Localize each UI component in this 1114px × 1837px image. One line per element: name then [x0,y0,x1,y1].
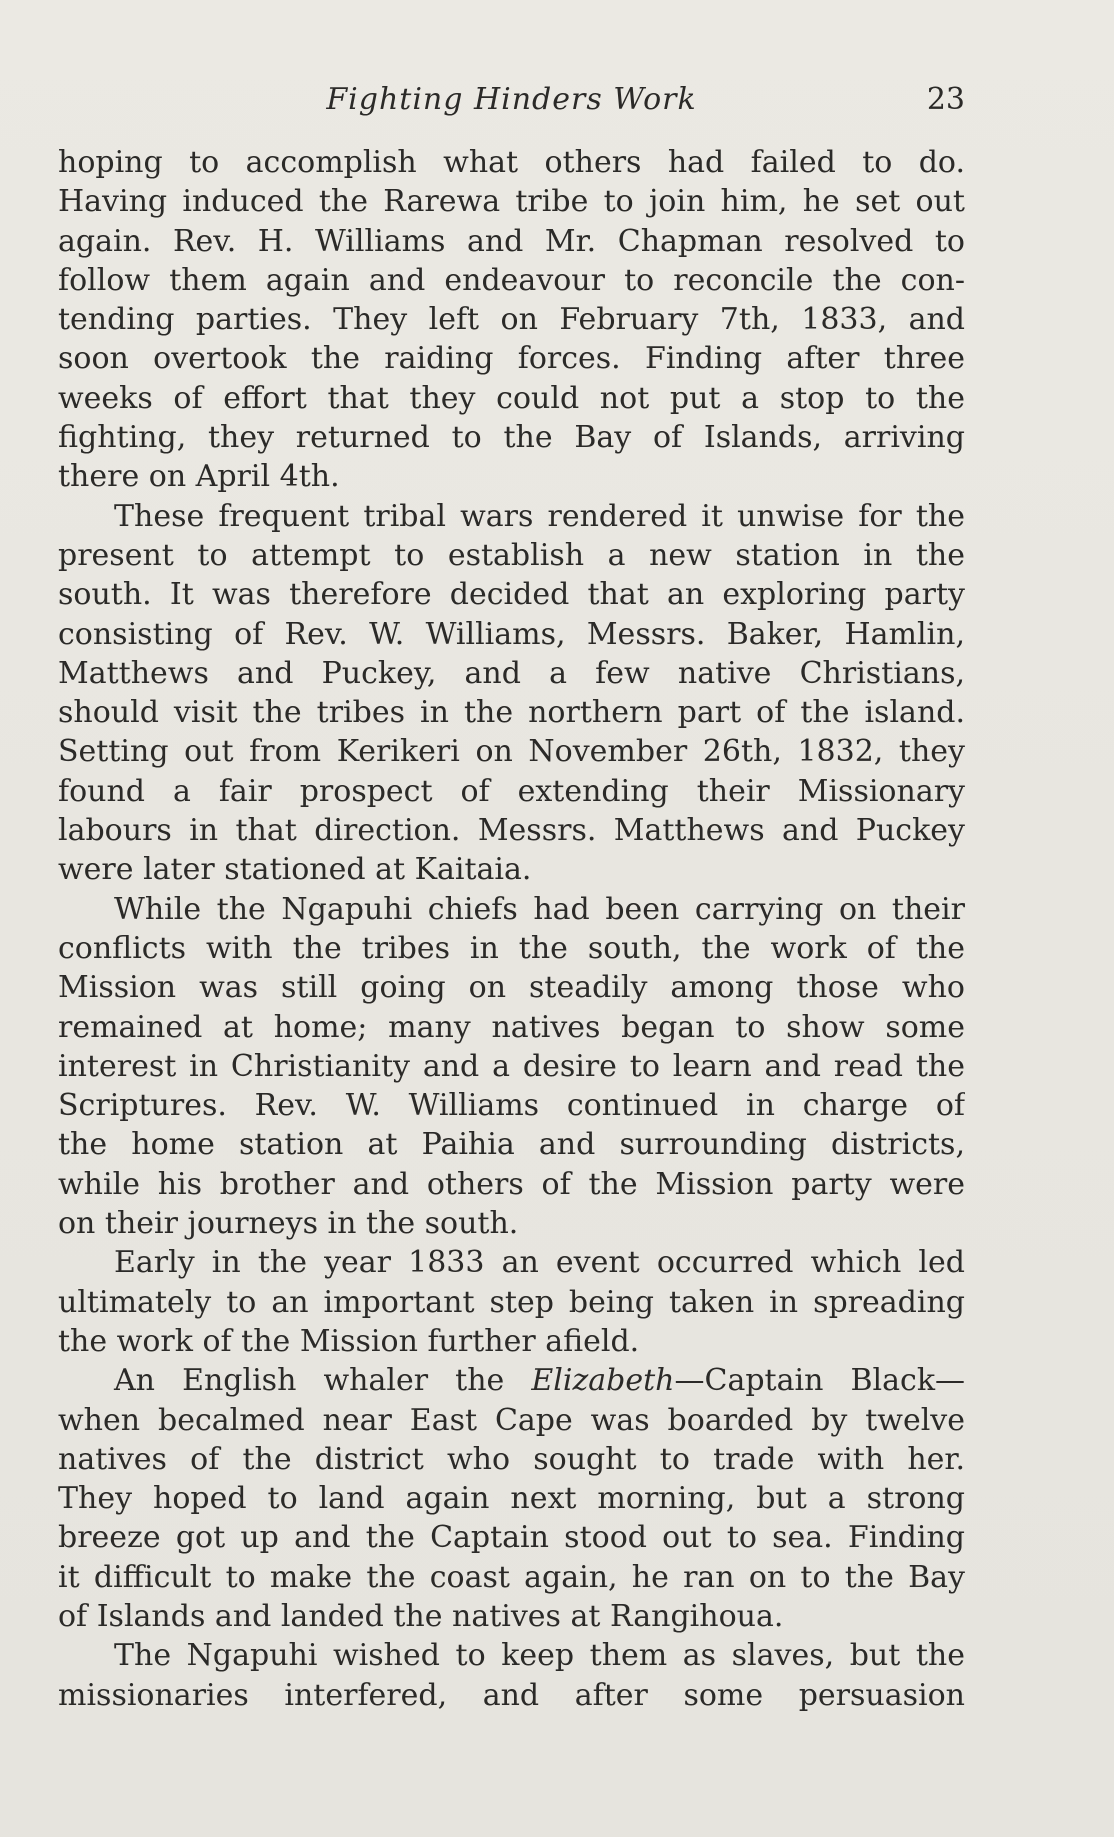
text-line: hoping to accomplish what others had failed to do. [58,145,965,180]
text-line: ultimately to an important step being taken in spreading [58,1284,965,1320]
text-segment: An English whaler the [114,1363,532,1399]
text-line: it difficult to make the coast again, he ran on to the Bay [58,1559,965,1595]
text-line: should visit the tribes in the northern part of the island. [58,695,965,731]
text-line: labours in that direction. Messrs. Matthews and Puckey [58,813,965,849]
text-line: Early in the year 1833 an event occurred which led [114,1245,965,1281]
text-segment: —Captain Black— [674,1363,965,1399]
text-line: natives of the district who sought to trade with her. [58,1441,965,1477]
text-line: soon overtook the raiding forces. Finding after three [58,341,965,377]
text-line: present to attempt to establish a new station in the [58,537,965,573]
paragraph [58,890,965,1244]
text-line: while his brother and others of the Mission party were [58,1166,965,1202]
paragraph [58,1361,965,1636]
paragraph [58,1243,965,1361]
page-number: 23 [926,82,965,117]
text-line: again. Rev. H. Williams and Mr. Chapman resolved to [58,223,965,259]
text-line: found a fair prospect of extending their Missionary [58,773,965,809]
text-line: Setting out from Kerikeri on November 26th, 1832, they [58,734,965,770]
paragraph [58,1636,965,1715]
text-line: remained at home; many natives began to show some [58,1009,965,1045]
body-text [58,143,965,1715]
text-line: consisting of Rev. W. Williams, Messrs. Baker, Hamlin, [58,616,965,652]
text-line: were later stationed at Kaitaia. [58,852,532,888]
text-line: the work of the Mission further afield. [58,1323,640,1359]
text-line: south. It was therefore decided that an exploring party [58,577,965,613]
text-line: tending parties. They left on February 7th, 1833, and [58,302,965,338]
ship-name: Elizabeth [531,1363,675,1399]
text-line: The Ngapuhi wished to keep them as slaves, but the [114,1638,965,1674]
paragraph [58,143,965,497]
text-line: there on April 4th. [58,459,340,495]
text-line: weeks of effort that they could not put a stop to the [58,380,965,416]
text-line: conflicts with the tribes in the south, the work of the [58,930,965,966]
text-line: interest in Christianity and a desire to learn and read the [58,1048,965,1084]
text-line: breeze got up and the Captain stood out to sea. Finding [58,1520,965,1556]
text-line: Matthews and Puckey, and a few native Christians, [58,655,965,691]
text-line: Having induced the Rarewa tribe to join him, he set out [58,184,965,220]
text-line: of Islands and landed the natives at Rangihoua. [58,1598,784,1634]
text-line: While the Ngapuhi chiefs had been carrying on their [114,891,965,927]
text-line: missionaries interfered, and after some persuasion [58,1677,965,1713]
running-head [58,78,965,122]
text-line: Scriptures. Rev. W. Williams continued in charge of [58,1088,965,1124]
text-line [58,1361,965,1400]
paragraph [58,497,965,890]
text-line: Mission was still going on steadily among those who [58,970,965,1006]
text-line: fighting, they returned to the Bay of Islands, arriving [58,420,965,456]
text-line: They hoped to land again next morning, but a strong [58,1481,965,1517]
running-title: Fighting Hinders Work [326,82,697,117]
text-line: the home station at Paihia and surrounding districts, [58,1127,965,1163]
text-line: on their journeys in the south. [58,1206,519,1242]
text-line: These frequent tribal wars rendered it unwise for the [114,498,965,534]
text-line: follow them again and endeavour to reconcile the con- [58,262,965,298]
text-line: when becalmed near East Cape was boarded by twelve [58,1402,965,1438]
